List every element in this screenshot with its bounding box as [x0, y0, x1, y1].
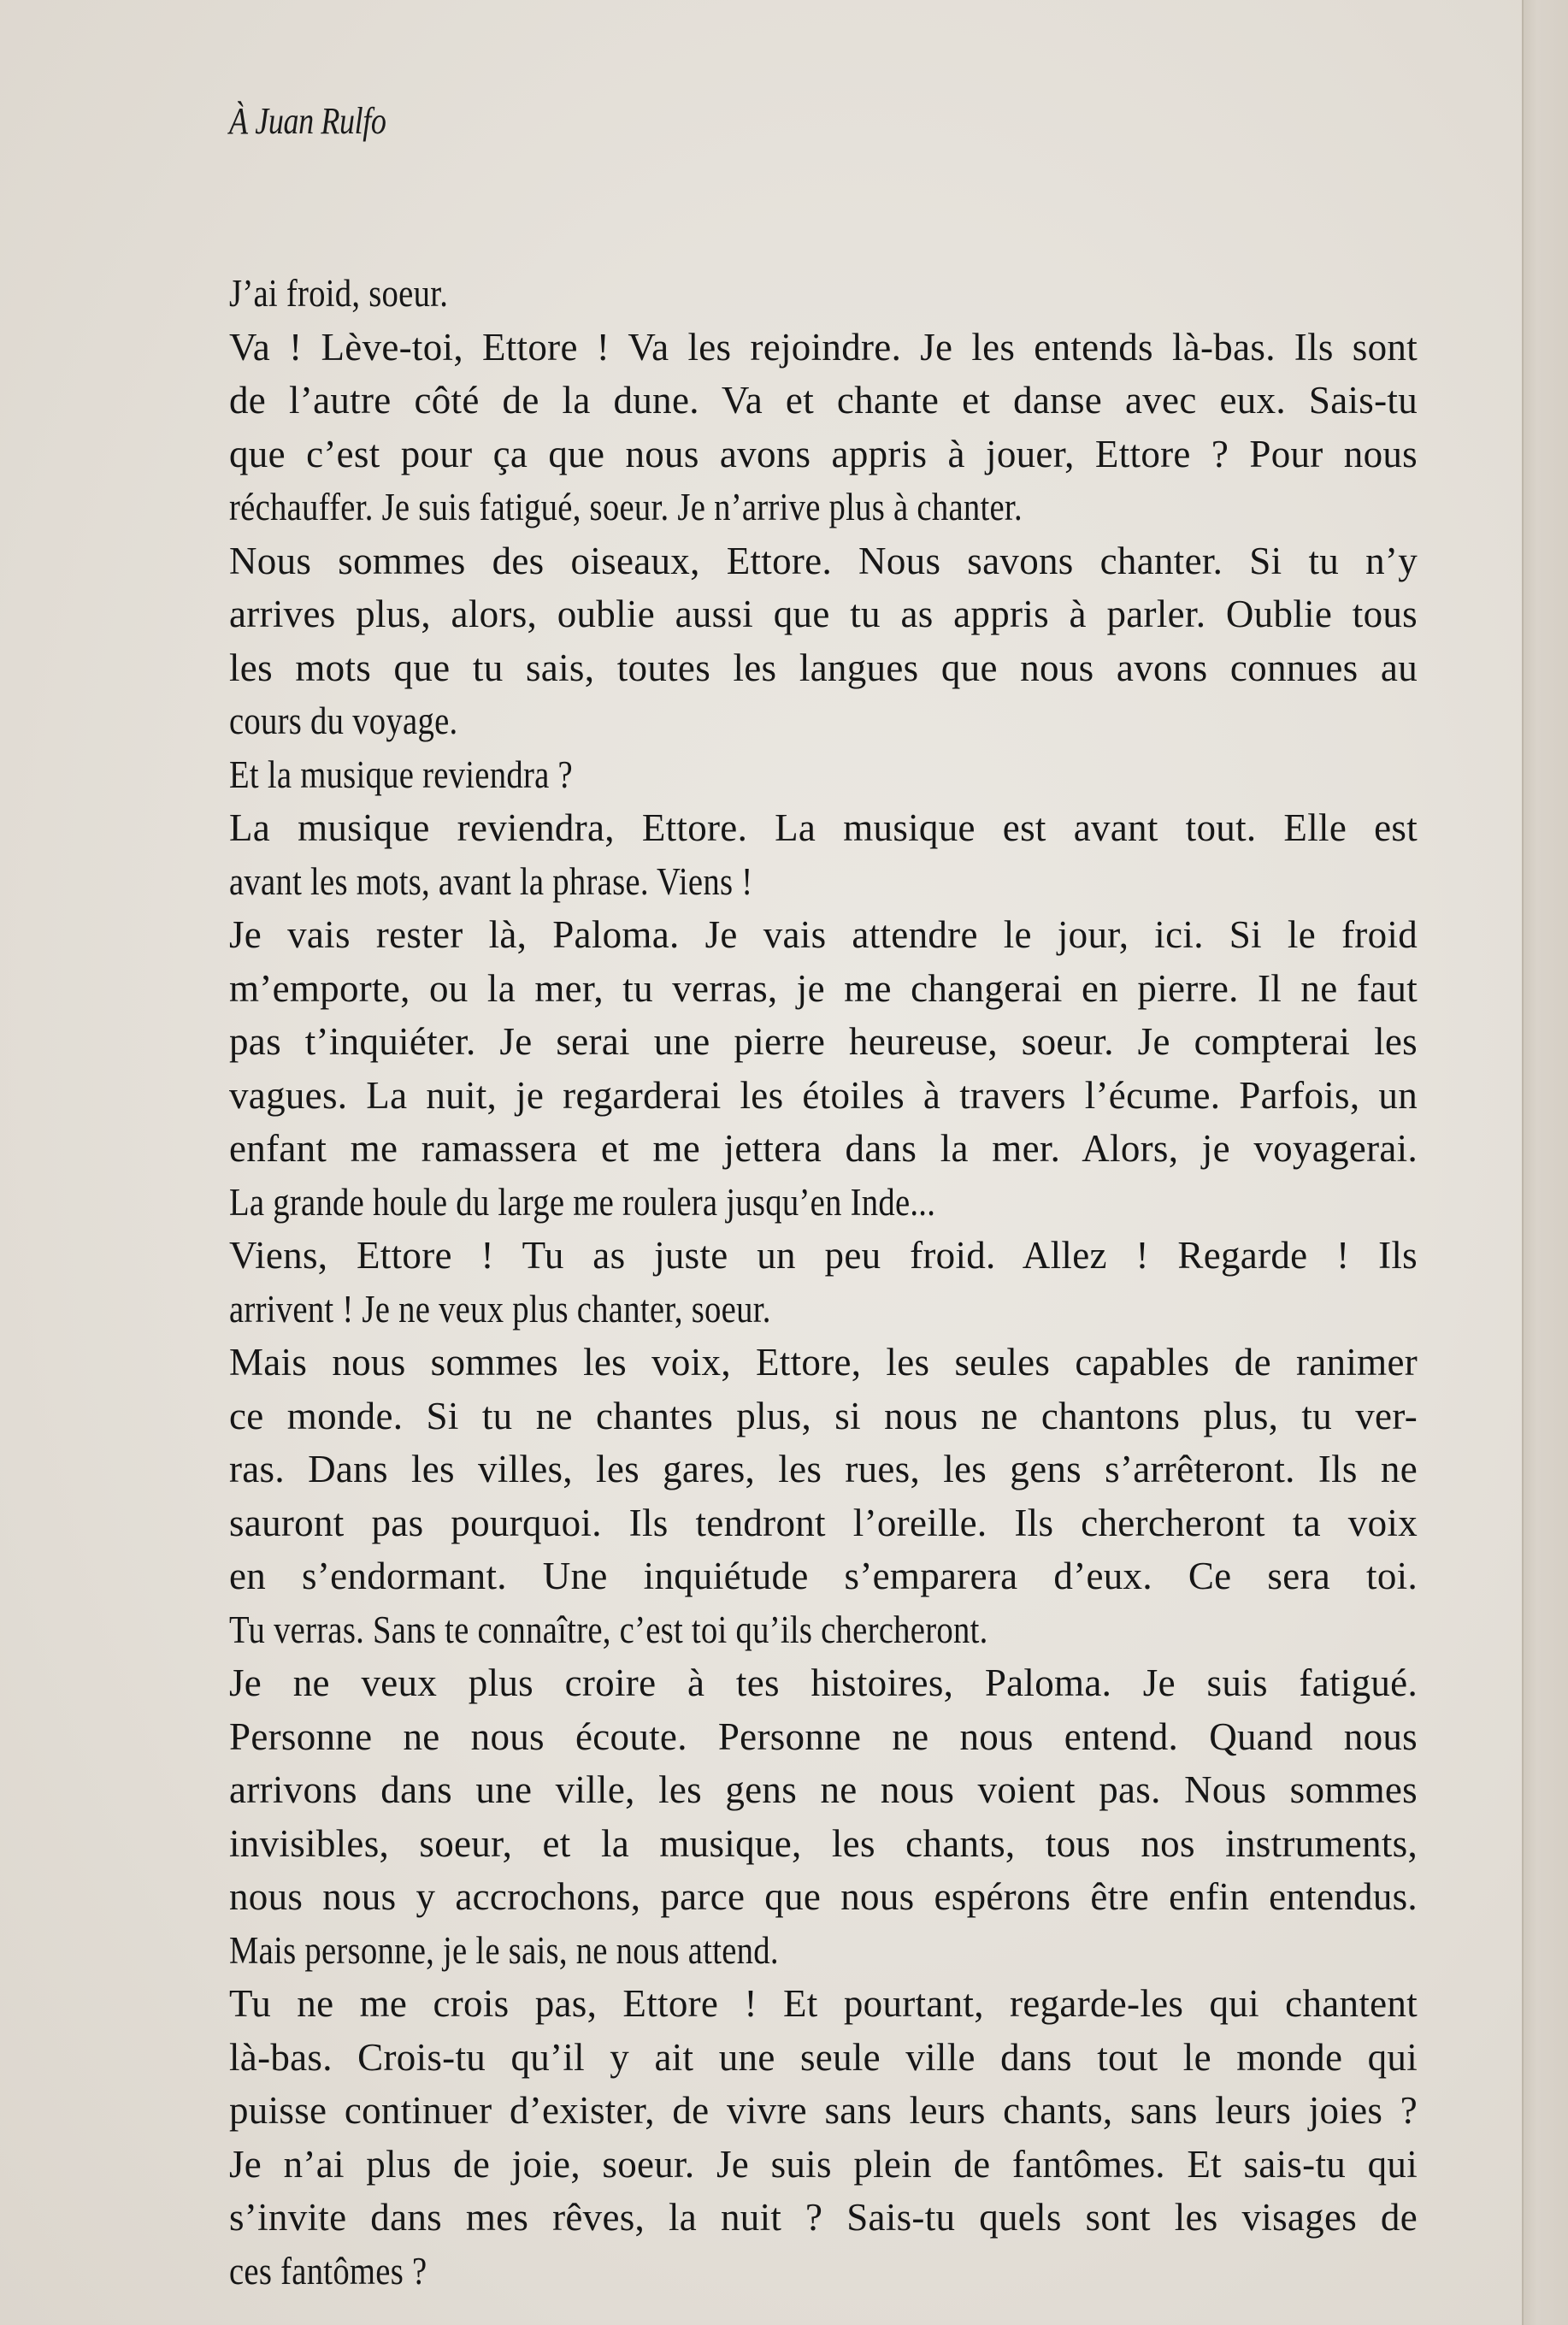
- text-line: avant les mots, avant la phrase. Viens !: [229, 859, 753, 903]
- text-line: Et la musique reviendra ?: [229, 752, 573, 796]
- text-line: La musique reviendra, Ettore. La musique est avant tout. Elle est: [229, 806, 1418, 849]
- text-line: La grande houle du large me roulera jusqu’en Inde...: [229, 1180, 936, 1224]
- text-line: Mais personne, je le sais, ne nous attend.: [229, 1928, 779, 1972]
- adjacent-page-edge: [1522, 0, 1568, 2325]
- text-line: Je vais rester là, Paloma. Je vais attendre le jour, ici. Si le froid: [229, 913, 1418, 956]
- text-line: s’invite dans mes rêves, la nuit ? Sais-tu quels sont les visages de: [229, 2196, 1418, 2239]
- text-line: ces fantômes ?: [229, 2249, 427, 2293]
- text-line: nous nous y accrochons, parce que nous espérons être enfin entendus.: [229, 1875, 1418, 1918]
- text-line: arrivent ! Je ne veux plus chanter, soeur.: [229, 1287, 771, 1331]
- text-line: Nous sommes des oiseaux, Ettore. Nous savons chanter. Si tu n’y: [229, 539, 1418, 582]
- text-line: de l’autre côté de la dune. Va et chante et danse avec eux. Sais-tu: [229, 379, 1418, 422]
- text-line: que c’est pour ça que nous avons appris à jouer, Ettore ? Pour nous: [229, 432, 1418, 475]
- book-page: [229, 96, 1426, 2298]
- text-line: Je n’ai plus de joie, soeur. Je suis plein de fantômes. Et sais-tu qui: [229, 2142, 1418, 2186]
- text-line: là-bas. Crois-tu qu’il y ait une seule ville dans tout le monde qui: [229, 2035, 1418, 2079]
- dedication: À Juan Rulfo: [229, 100, 386, 142]
- text-line: Personne ne nous écoute. Personne ne nous entend. Quand nous: [229, 1714, 1418, 1758]
- text-line: J’ai froid, soeur.: [229, 272, 449, 315]
- text-line: sauront pas pourquoi. Ils tendront l’oreille. Ils chercheront ta voix: [229, 1501, 1418, 1544]
- text-line: Je ne veux plus croire à tes histoires, Paloma. Je suis fatigué.: [229, 1661, 1418, 1704]
- text-line: cours du voyage.: [229, 699, 458, 742]
- dialogue-text: [229, 267, 1426, 2298]
- text-line: m’emporte, ou la mer, tu verras, je me changerai en pierre. Il ne faut: [229, 966, 1418, 1010]
- text-line: arrivons dans une ville, les gens ne nous voient pas. Nous sommes: [229, 1768, 1418, 1811]
- text-line: Tu ne me crois pas, Ettore ! Et pourtant, regarde-les qui chantent: [229, 1982, 1418, 2025]
- text-line: réchauffer. Je suis fatigué, soeur. Je n’arrive plus à chanter.: [229, 486, 1023, 528]
- text-line: en s’endormant. Une inquiétude s’emparera d’eux. Ce sera toi.: [229, 1555, 1418, 1597]
- text-line: Viens, Ettore ! Tu as juste un peu froid. Allez ! Regarde ! Ils: [229, 1234, 1418, 1277]
- text-line: Tu verras. Sans te connaître, c’est toi qu’ils chercheront.: [229, 1608, 988, 1651]
- text-line: vagues. La nuit, je regarderai les étoiles à travers l’écume. Parfois, un: [229, 1073, 1418, 1117]
- text-line: Mais nous sommes les voix, Ettore, les seules capables de ranimer: [229, 1341, 1418, 1384]
- text-line: invisibles, soeur, et la musique, les chants, tous nos instruments,: [229, 1821, 1418, 1865]
- text-line: enfant me ramassera et me jettera dans la mer. Alors, je voyagerai.: [229, 1127, 1418, 1170]
- text-line: Va ! Lève-toi, Ettore ! Va les rejoindre. Je les entends là-bas. Ils sont: [229, 325, 1418, 369]
- text-line: puisse continuer d’exister, de vivre sans leurs chants, sans leurs joies ?: [229, 2089, 1418, 2132]
- text-line: les mots que tu sais, toutes les langues que nous avons connues au: [229, 646, 1418, 689]
- text-line: ce monde. Si tu ne chantes plus, si nous ne chantons plus, tu ver-: [229, 1394, 1418, 1437]
- text-line: pas t’inquiéter. Je serai une pierre heureuse, soeur. Je compterai les: [229, 1020, 1418, 1063]
- text-line: ras. Dans les villes, les gares, les rues, les gens s’arrêteront. Ils ne: [229, 1448, 1418, 1490]
- text-line: arrives plus, alors, oublie aussi que tu as appris à parler. Oublie tous: [229, 593, 1418, 635]
